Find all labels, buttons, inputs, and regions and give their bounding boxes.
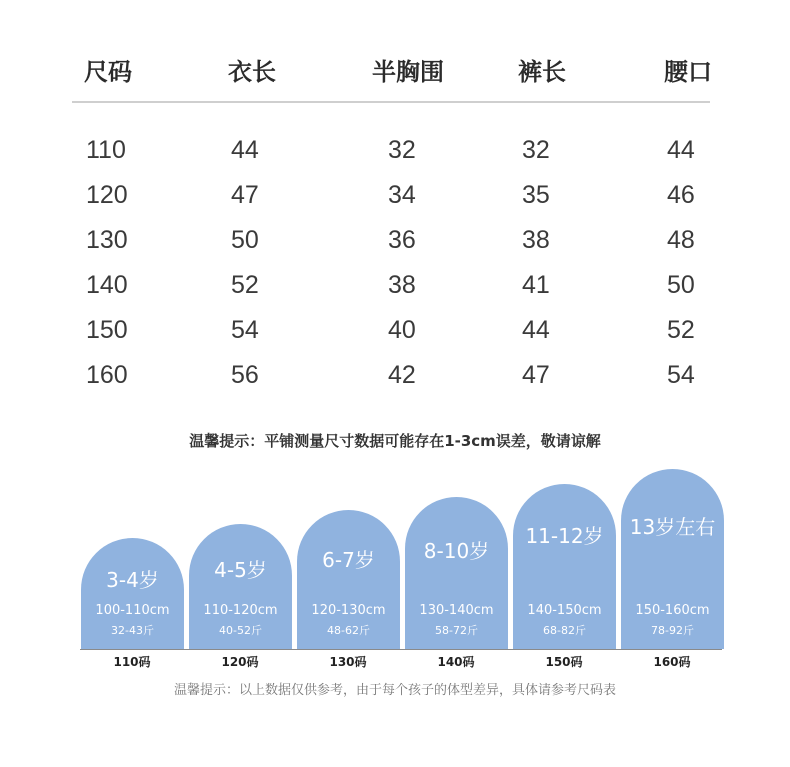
size-label: 130码 [329, 655, 367, 669]
height-range: 100-110cm [95, 603, 170, 618]
header-half-chest: 半胸围 [372, 58, 444, 86]
baseline-divider [80, 649, 722, 650]
table-cell: 44 [667, 136, 695, 164]
weight-range: 40-52斤 [219, 624, 262, 637]
height-range: 150-160cm [635, 603, 710, 618]
table-cell: 34 [388, 181, 416, 209]
table-cell: 56 [231, 361, 259, 389]
table-cell: 38 [388, 271, 416, 299]
table-cell: 52 [231, 271, 259, 299]
age-range: 11-12岁 [525, 524, 604, 548]
table-cell: 44 [231, 136, 259, 164]
table-cell: 54 [231, 316, 259, 344]
size-label: 120码 [221, 655, 259, 669]
table-cell: 32 [522, 136, 550, 164]
table-cell: 48 [667, 226, 695, 254]
size-label: 150码 [545, 655, 583, 669]
size-card-130 [297, 510, 400, 649]
table-cell: 47 [231, 181, 259, 209]
size-label: 140码 [437, 655, 475, 669]
table-cell: 50 [231, 226, 259, 254]
table-cell: 36 [388, 226, 416, 254]
table-cell: 160 [86, 361, 128, 389]
table-cell: 140 [86, 271, 128, 299]
table-cell: 46 [667, 181, 695, 209]
age-range: 13岁左右 [629, 515, 716, 539]
table-cell: 110 [86, 136, 126, 164]
weight-range: 58-72斤 [435, 624, 478, 637]
reference-notice: 温馨提示：以上数据仅供参考，由于每个孩子的体型差异，具体请参考尺码表 [173, 683, 616, 698]
size-label: 110码 [113, 655, 151, 669]
weight-range: 68-82斤 [543, 624, 586, 637]
size-card-110 [81, 538, 184, 649]
height-range: 120-130cm [311, 603, 386, 618]
table-cell: 40 [388, 316, 416, 344]
header-length: 衣长 [228, 58, 276, 86]
weight-range: 78-92斤 [651, 624, 694, 637]
size-card-140 [405, 497, 508, 649]
table-cell: 35 [522, 181, 550, 209]
weight-range: 32-43斤 [111, 624, 154, 637]
table-cell: 54 [667, 361, 695, 389]
height-range: 130-140cm [419, 603, 494, 618]
height-range: 110-120cm [203, 603, 278, 618]
age-range: 4-5岁 [214, 558, 267, 582]
table-cell: 120 [86, 181, 128, 209]
table-cell: 44 [522, 316, 550, 344]
age-range: 6-7岁 [322, 548, 375, 572]
size-label: 160码 [653, 655, 691, 669]
table-cell: 47 [522, 361, 550, 389]
size-card-150 [513, 484, 616, 649]
header-waist: 腰口 [664, 58, 712, 86]
measurement-notice: 温馨提示：平铺测量尺寸数据可能存在1-3cm误差，敬请谅解 [189, 432, 601, 450]
age-range: 8-10岁 [423, 539, 490, 563]
header-divider [72, 101, 710, 103]
table-cell: 32 [388, 136, 416, 164]
age-range: 3-4岁 [106, 568, 159, 592]
table-cell: 50 [667, 271, 695, 299]
table-cell: 38 [522, 226, 550, 254]
table-cell: 41 [522, 271, 550, 299]
table-cell: 150 [86, 316, 128, 344]
weight-range: 48-62斤 [327, 624, 370, 637]
size-card-160 [621, 469, 724, 649]
header-pants-length: 裤长 [518, 58, 566, 86]
header-size: 尺码 [84, 58, 132, 86]
height-range: 140-150cm [527, 603, 602, 618]
table-cell: 130 [86, 226, 128, 254]
table-cell: 52 [667, 316, 695, 344]
size-card-120 [189, 524, 292, 649]
table-cell: 42 [388, 361, 416, 389]
